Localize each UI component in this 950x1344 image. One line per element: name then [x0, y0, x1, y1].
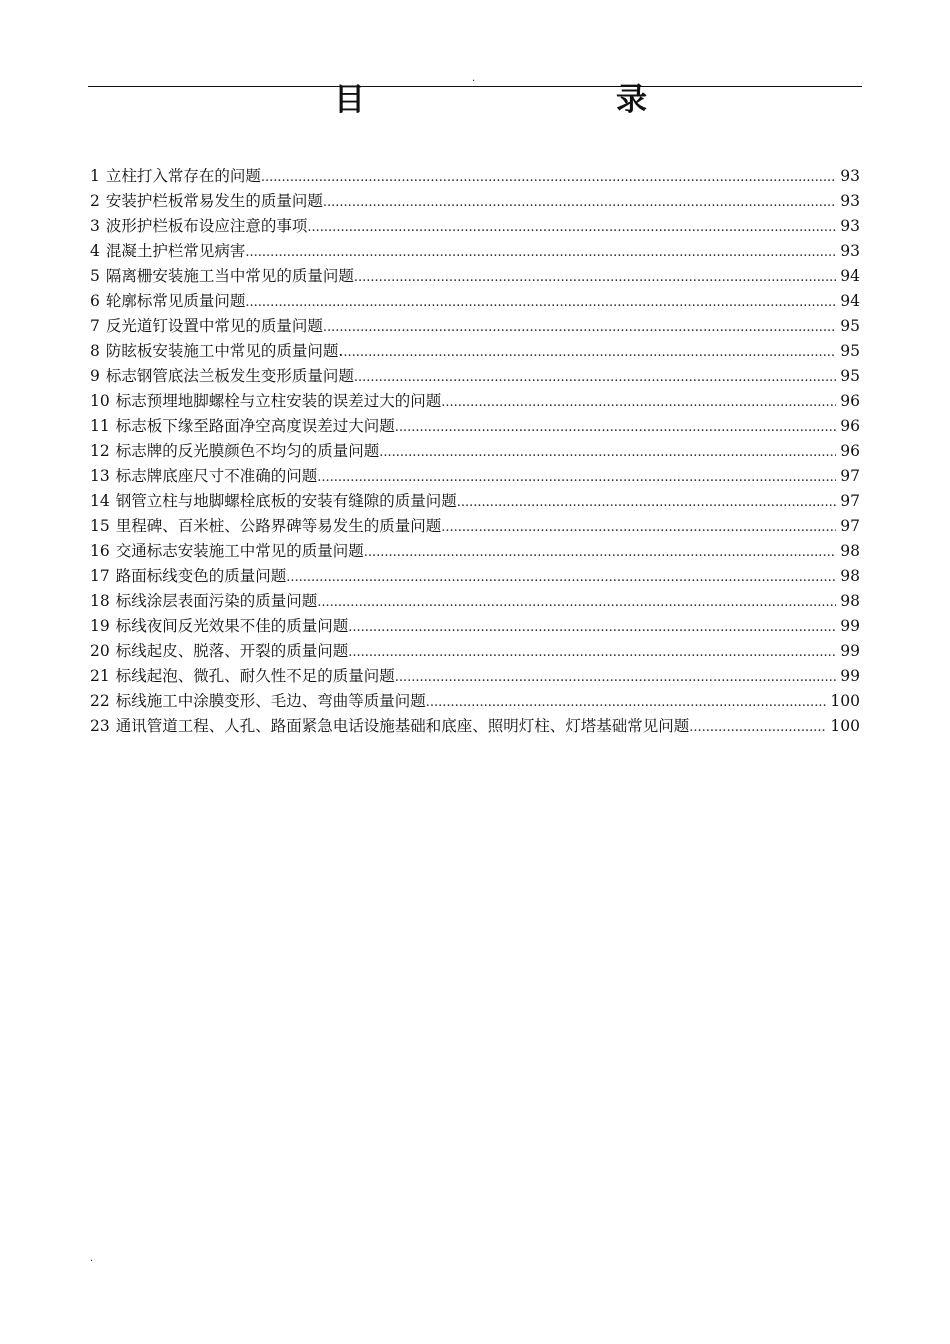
- toc-entry[interactable]: [90, 489, 862, 514]
- toc-entry[interactable]: [90, 314, 862, 339]
- toc-entry-number: 3: [90, 217, 100, 235]
- toc-entry-page: 93: [840, 167, 860, 185]
- toc-entry-title: 混凝土护栏常见病害: [105, 242, 246, 260]
- toc-dot-leader: [261, 165, 836, 190]
- toc-dot-leader: [457, 490, 837, 515]
- toc-entry-page: 94: [840, 292, 860, 310]
- toc-entry-title: 标志板下缘至路面净空高度误差过大问题: [115, 417, 395, 435]
- toc-entry-title: 标线起皮、脱落、开裂的质量问题: [115, 642, 349, 660]
- toc-dot-leader: [689, 715, 826, 740]
- toc-entry-title: 轮廓标常见质量问题: [105, 292, 246, 310]
- toc-entry[interactable]: [90, 364, 862, 389]
- toc-entry-title: 安装护栏板常易发生的质量问题: [105, 192, 323, 210]
- toc-entry-page: 98: [840, 592, 860, 610]
- toc-entry-title: 反光道钉设置中常见的质量问题: [105, 317, 323, 335]
- toc-entry-number: 21: [90, 667, 110, 685]
- toc-dot-leader: [354, 265, 836, 290]
- toc-entry-number: 22: [90, 692, 110, 710]
- toc-entry-page: 95: [840, 317, 860, 335]
- toc-entry[interactable]: [90, 639, 862, 664]
- toc-entry-page: 97: [840, 492, 860, 510]
- toc-entry[interactable]: [90, 389, 862, 414]
- toc-dot-leader: [307, 215, 836, 240]
- toc-entry-page: 96: [840, 417, 860, 435]
- toc-entry[interactable]: [90, 339, 862, 364]
- toc-entry-number: 19: [90, 617, 110, 635]
- toc-entry-number: 14: [90, 492, 110, 510]
- toc-entry[interactable]: [90, 564, 862, 589]
- toc-entry-page: 95: [840, 367, 860, 385]
- toc-entry-page: 99: [840, 667, 860, 685]
- toc-entry-number: 4: [90, 242, 100, 260]
- toc-dot-leader: [323, 190, 836, 215]
- toc-entry-number: 5: [90, 267, 100, 285]
- table-of-contents: [90, 164, 862, 739]
- toc-dot-leader: [245, 290, 836, 315]
- toc-entry-page: 99: [840, 617, 860, 635]
- toc-entry[interactable]: [90, 239, 862, 264]
- header-dot: .: [472, 73, 476, 84]
- toc-entry-page: 98: [840, 567, 860, 585]
- toc-dot-leader: [348, 615, 836, 640]
- toc-dot-leader: [348, 640, 836, 665]
- toc-entry-page: 99: [840, 642, 860, 660]
- toc-entry-page: 100: [830, 692, 860, 710]
- toc-entry-page: 97: [840, 517, 860, 535]
- toc-entry-number: 17: [90, 567, 110, 585]
- toc-entry[interactable]: [90, 514, 862, 539]
- page-title: [330, 80, 660, 122]
- toc-entry-page: 96: [840, 392, 860, 410]
- toc-entry-number: 7: [90, 317, 100, 335]
- toc-entry[interactable]: [90, 164, 862, 189]
- toc-entry-page: 96: [840, 442, 860, 460]
- toc-entry-number: 16: [90, 542, 110, 560]
- toc-entry-title: 标志牌底座尺寸不准确的问题: [115, 467, 318, 485]
- toc-entry-number: 9: [90, 367, 100, 385]
- toc-entry[interactable]: [90, 414, 862, 439]
- toc-entry[interactable]: [90, 714, 862, 739]
- toc-dot-leader: [343, 340, 836, 365]
- toc-entry-title: 立柱打入常存在的问题: [105, 167, 261, 185]
- toc-entry-title: 波形护栏板布设应注意的事项: [105, 217, 308, 235]
- toc-entry-number: 6: [90, 292, 100, 310]
- toc-entry[interactable]: [90, 589, 862, 614]
- toc-dot-leader: [379, 440, 836, 465]
- toc-entry[interactable]: [90, 539, 862, 564]
- toc-entry-title: 标线起泡、微孔、耐久性不足的质量问题: [115, 667, 395, 685]
- toc-entry-page: 95: [840, 342, 860, 360]
- toc-entry[interactable]: [90, 664, 862, 689]
- toc-dot-leader: [395, 415, 837, 440]
- toc-dot-leader: [354, 365, 836, 390]
- toc-entry-title: 标志牌的反光膜颜色不均匀的质量问题: [115, 442, 380, 460]
- toc-entry[interactable]: [90, 464, 862, 489]
- toc-entry-title: 标线施工中涂膜变形、毛边、弯曲等质量问题: [115, 692, 426, 710]
- toc-entry-title: 里程碑、百米桩、公路界碑等易发生的质量问题: [115, 517, 442, 535]
- toc-entry-number: 2: [90, 192, 100, 210]
- toc-entry-page: 97: [840, 467, 860, 485]
- toc-entry-title: 钢管立柱与地脚螺栓底板的安装有缝隙的质量问题: [115, 492, 457, 510]
- toc-entry-page: 100: [830, 717, 860, 735]
- toc-entry-title: 标线涂层表面污染的质量问题: [115, 592, 318, 610]
- toc-entry[interactable]: [90, 264, 862, 289]
- toc-dot-leader: [426, 690, 827, 715]
- toc-entry-title: 防眩板安装施工中常见的质量问题.: [105, 342, 344, 360]
- toc-dot-leader: [317, 465, 836, 490]
- toc-entry-page: 98: [840, 542, 860, 560]
- toc-entry-page: 93: [840, 242, 860, 260]
- toc-entry-page: 93: [840, 192, 860, 210]
- toc-entry-title: 交通标志安装施工中常见的质量问题: [115, 542, 364, 560]
- toc-entry-number: 12: [90, 442, 110, 460]
- toc-entry-title: 标线夜间反光效果不佳的质量问题: [115, 617, 349, 635]
- toc-entry-title: 标志预埋地脚螺栓与立柱安装的误差过大的问题: [115, 392, 442, 410]
- toc-entry-title: 路面标线变色的质量问题: [115, 567, 287, 585]
- toc-entry-title: 标志钢管底法兰板发生变形质量问题: [105, 367, 354, 385]
- toc-entry[interactable]: [90, 289, 862, 314]
- toc-entry-number: 23: [90, 717, 110, 735]
- toc-entry[interactable]: [90, 439, 862, 464]
- toc-entry[interactable]: [90, 189, 862, 214]
- toc-dot-leader: [317, 590, 836, 615]
- toc-entry-number: 18: [90, 592, 110, 610]
- toc-dot-leader: [364, 540, 837, 565]
- toc-dot-leader: [395, 665, 837, 690]
- toc-entry-page: 94: [840, 267, 860, 285]
- toc-dot-leader: [245, 240, 836, 265]
- toc-entry[interactable]: [90, 614, 862, 639]
- toc-entry-page: 93: [840, 217, 860, 235]
- toc-entry-number: 15: [90, 517, 110, 535]
- toc-entry-number: 13: [90, 467, 110, 485]
- toc-entry-number: 11: [90, 417, 110, 435]
- title-char-left: 目: [334, 82, 365, 118]
- toc-dot-leader: [441, 390, 836, 415]
- toc-entry-number: 1: [90, 167, 100, 185]
- title-char-right: 录: [616, 82, 647, 118]
- footer-dot: .: [90, 1253, 94, 1264]
- toc-dot-leader: [286, 565, 836, 590]
- toc-entry-number: 10: [90, 392, 110, 410]
- toc-dot-leader: [441, 515, 836, 540]
- toc-dot-leader: [323, 315, 836, 340]
- toc-entry-number: 8: [90, 342, 100, 360]
- toc-entry-title: 通讯管道工程、人孔、路面紧急电话设施基础和底座、照明灯柱、灯塔基础常见问题: [115, 717, 690, 735]
- toc-entry-title: 隔离栅安装施工当中常见的质量问题: [105, 267, 354, 285]
- toc-entry-number: 20: [90, 642, 110, 660]
- toc-entry[interactable]: [90, 214, 862, 239]
- toc-entry[interactable]: [90, 689, 862, 714]
